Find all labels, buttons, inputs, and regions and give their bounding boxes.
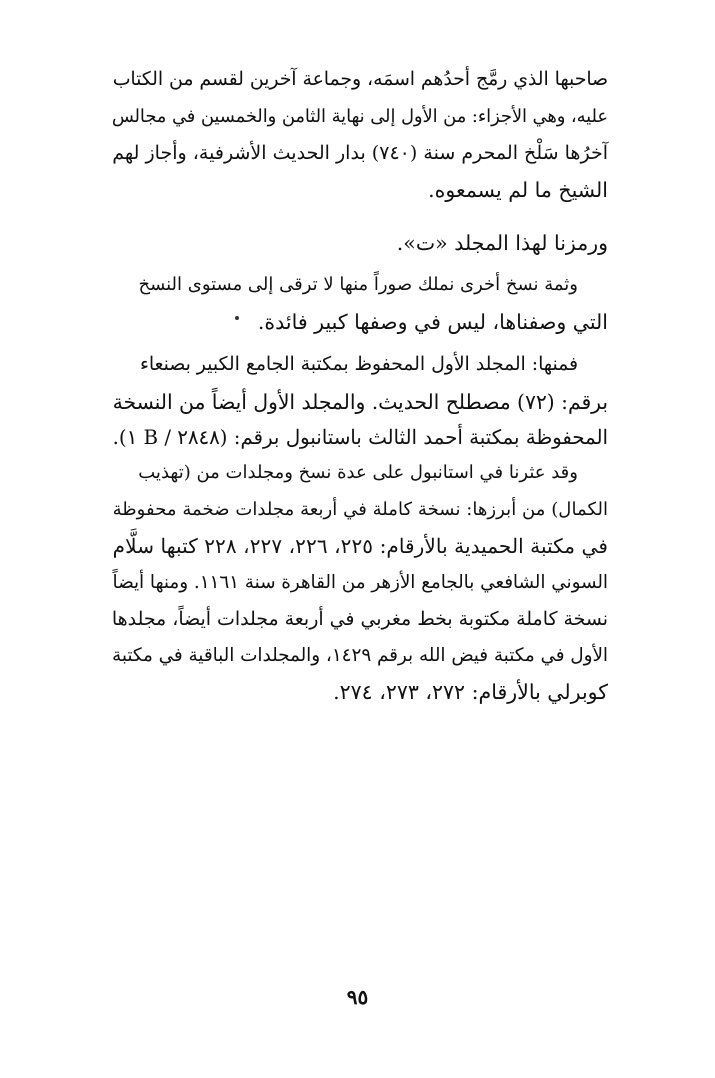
text-line: فمنها: المجلد الأول المحفوظ بمكتبة الجامع الكبير بصنعاء xyxy=(139,354,578,375)
text-line: المحفوظة بمكتبة أحمد الثالث باستانبول برقم: (٢٨٤٨ / B ١). xyxy=(112,426,608,449)
text-line: صاحبها الذي رمَّج أحدُهم اسمَه، وجماعة آخرين لقسم من الكتاب xyxy=(112,69,608,90)
text-line: الشيخ ما لم يسمعوه. xyxy=(428,177,608,202)
paragraph-symbol-note xyxy=(112,225,638,262)
paragraph-other-copies xyxy=(112,267,608,340)
paragraph-istanbul-copies xyxy=(112,455,608,711)
text-line: وثمة نسخ أخرى نملك صوراً منها لا ترقى إلى مستوى النسخ xyxy=(138,274,578,295)
text-line: نسخة كاملة مكتوبة بخط مغربي في أربعة مجلدات أيضاً، مجلدها xyxy=(111,608,608,630)
text-line: الأول في مكتبة فيض الله برقم ١٤٢٩، والمجلدات الباقية في مكتبة xyxy=(112,644,608,666)
text-line: الكمال) من أبرزها: نسخة كاملة في أربعة مجلدات ضخمة محفوظة xyxy=(112,498,608,520)
paragraph-manuscript-owner xyxy=(112,62,608,208)
text-line: آخرُها سَلْخ المحرم سنة (٧٤٠) بدار الحديث الأشرفية، وأجاز لهم xyxy=(112,142,608,164)
text-line: عليه، وهي الأجزاء: من الأول إلى نهاية الثامن والخمسين في مجالس xyxy=(111,106,608,127)
text-line: وقد عثرنا في استانبول على عدة نسخ ومجلدات من (تهذيب xyxy=(138,462,578,483)
text-line: في مكتبة الحميدية بالأرقام: ٢٢٥، ٢٢٦، ٢٢٧، ٢٢٨ كتبها سلَّام xyxy=(112,534,608,558)
text-line: السوني الشافعي بالجامع الأزهر من القاهرة سنة ١١٦١. ومنها أيضاً xyxy=(112,571,608,593)
paragraph-sanaa-copy xyxy=(112,347,608,457)
text-line: التي وصفناها، ليس في وصفها كبير فائدة. xyxy=(257,309,608,334)
page-number: ٩٥ xyxy=(346,985,369,1009)
text-line: كوبرلي بالأرقام: ٢٧٢، ٢٧٣، ٢٧٤. xyxy=(333,680,608,704)
text-line: ورمزنا لهذا المجلد «ت». xyxy=(396,231,608,255)
scan-speck xyxy=(235,316,239,320)
text-line: برقم: (٧٢) مصطلح الحديث. والمجلد الأول أيضاً من النسخة xyxy=(112,389,608,414)
